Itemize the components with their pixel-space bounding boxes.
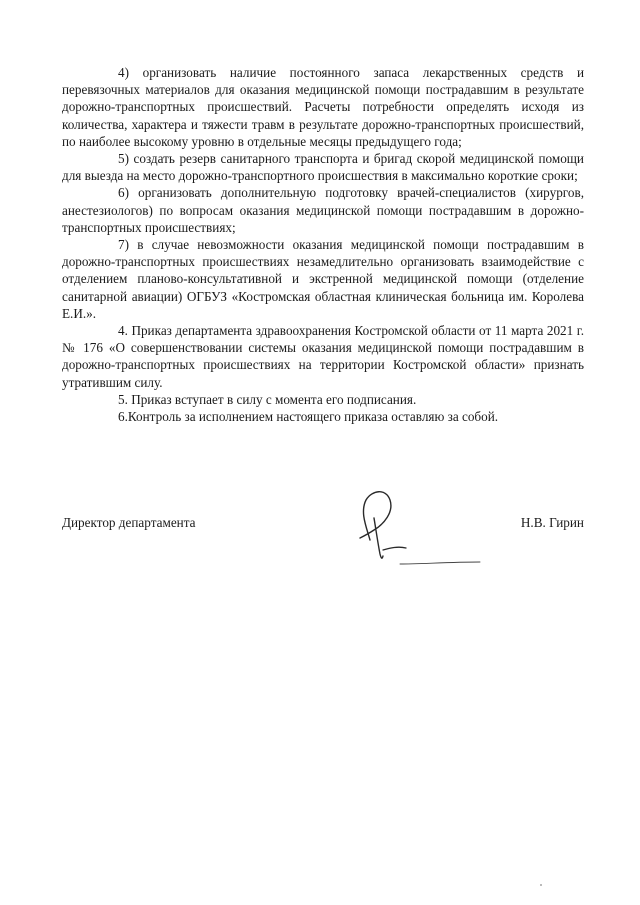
signatory-position: Директор департамента (62, 515, 196, 530)
paragraph-point-4: 4. Приказ департамента здравоохранения Костромской области от 11 марта 2021 г. № 176 «О совершенствовании системы оказания медицинской помощи пострадавшим в дорожно-транспортных происшествиях на территории Костромской области» признать утратившим силу. (62, 323, 584, 390)
scan-dot (540, 884, 542, 886)
signatory-name: Н.В. Гирин (520, 515, 584, 530)
document-body (62, 64, 584, 425)
paragraph-item-4: 4) организовать наличие постоянного запаса лекарственных средств и перевязочных материалов для оказания медицинской помощи пострадавшим в результате дорожно-транспортных происшествий. Расчеты потребности определять исходя из количества, характера и тяжести травм в результате дорожно-транспортных происшествий, по наиболее высокому уровню в отдельные месяцы предыдущего года; (62, 65, 584, 149)
paragraph-item-5: 5) создать резерв санитарного транспорта и бригад скорой медицинской помощи для выезда на место дорожно-транспортного происшествия в максимально короткие сроки; (62, 151, 584, 184)
paragraph-point-6: 6.Контроль за исполнением настоящего приказа оставляю за собой. (118, 409, 499, 425)
paragraph-item-6: 6) организовать дополнительную подготовку врачей-специалистов (хирургов, анестезиологов) по вопросам оказания медицинской помощи пострадавшим в дорожно-транспортных происшествиях; (62, 185, 584, 235)
signature-block (62, 514, 584, 534)
paragraph-point-5: 5. Приказ вступает в силу с момента его подписания. (118, 391, 417, 407)
paragraph-item-7: 7) в случае невозможности оказания медицинской помощи пострадавшим в дорожно-транспортных происшествиях незамедлительно организовать взаимодействие с отделением планово-консультативной и экстренной медицинской помощи (отделение санитарной авиации) ОГБУЗ «Костромская областная клиническая больница им. Королева Е.И.». (62, 237, 584, 321)
handwritten-signature (330, 478, 490, 578)
